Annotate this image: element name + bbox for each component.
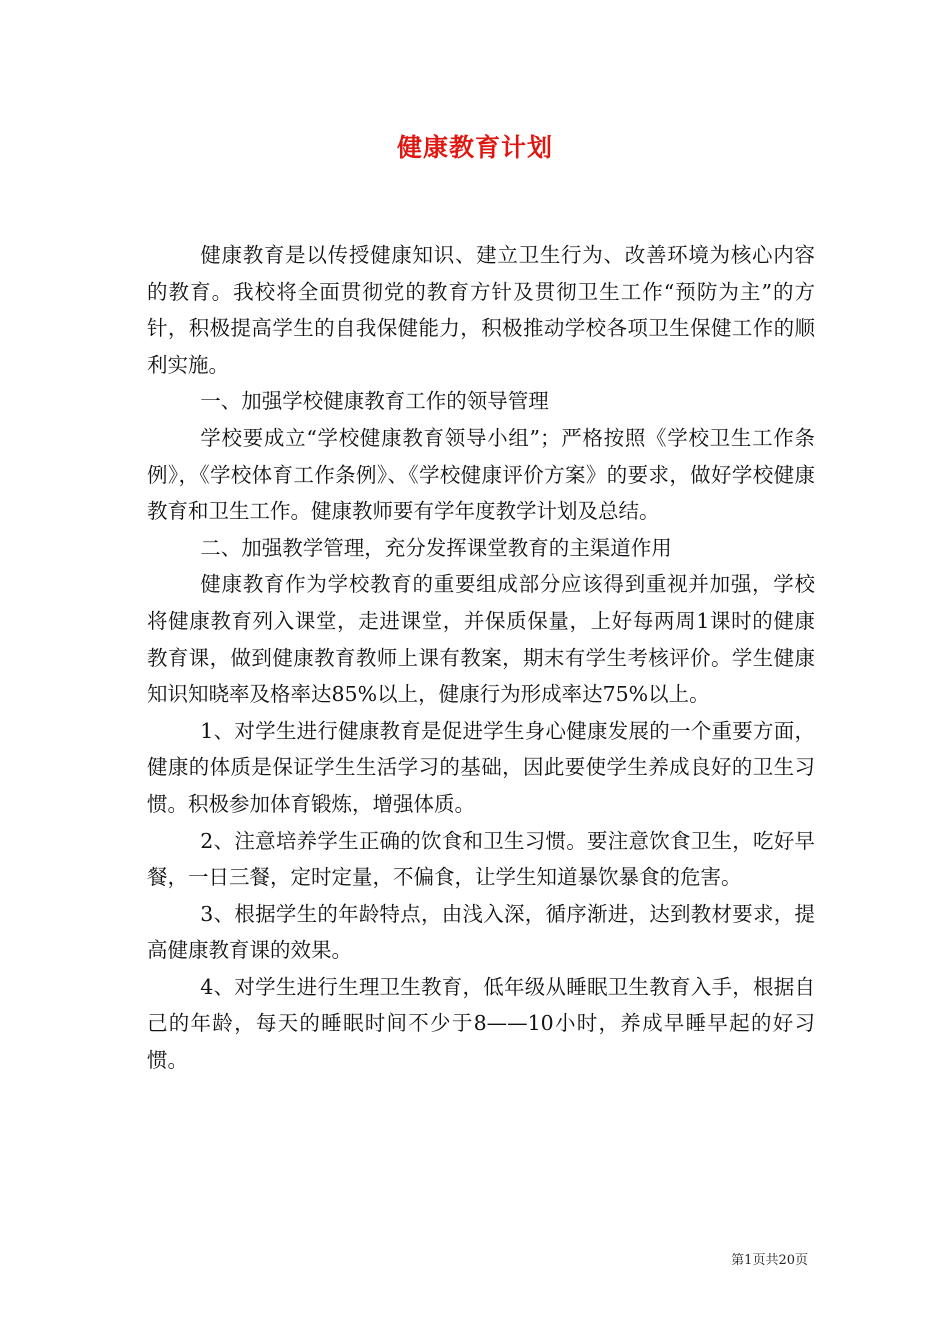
document-title: 健康教育计划 — [396, 133, 553, 162]
paragraph-intro: 健康教育是以传授健康知识、建立卫生行为、改善环境为核心内容的教育。我校将全面贯彻党的教育方针及贯彻卫生工作“预防为主”的方针，积极提高学生的自我保健能力，积极推动学校各项卫生保健工作的顺利实施。 — [147, 243, 815, 377]
list-item-2: 2、注意培养学生正确的饮食和卫生习惯。要注意饮食卫生，吃好早餐，一日三餐，定时定量，不偏食，让学生知道暴饮暴食的危害。 — [147, 828, 815, 890]
list-item-3: 3、根据学生的年龄特点，由浅入深，循序渐进，达到教材要求，提高健康教育课的效果。 — [147, 901, 815, 963]
document-body — [147, 237, 815, 1079]
section-heading-2: 二、加强教学管理，充分发挥课堂教育的主渠道作用 — [200, 535, 672, 560]
paragraph-leadership: 学校要成立“学校健康教育领导小组”；严格按照《学校卫生工作条例》，《学校体育工作条例》、《学校健康评价方案》的要求，做好学校健康教育和卫生工作。健康教师要有学年度教学计划及总结。 — [147, 425, 815, 524]
paragraph-teaching: 健康教育作为学校教育的重要组成部分应该得到重视并加强，学校将健康教育列入课堂，走进课堂，并保质保量，上好每两周1课时的健康教育课，做到健康教育教师上课有教案，期末有学生考核评价。学生健康知识知晓率及格率达85%以上，健康行为形成率达75%以上。 — [147, 572, 815, 707]
list-item-4: 4、对学生进行生理卫生教育，低年级从睡眠卫生教育入手，根据自己的年龄，每天的睡眠时间不少于8——10小时，养成早睡早起的好习惯。 — [147, 974, 815, 1073]
list-item-1: 1、对学生进行健康教育是促进学生身心健康发展的一个重要方面，健康的体质是保证学生生活学习的基础，因此要使学生养成良好的卫生习惯。积极参加体育锻炼，增强体质。 — [147, 718, 815, 816]
section-heading-1: 一、加强学校健康教育工作的领导管理 — [200, 389, 549, 414]
page-number: 第1页共20页 — [731, 1253, 808, 1268]
